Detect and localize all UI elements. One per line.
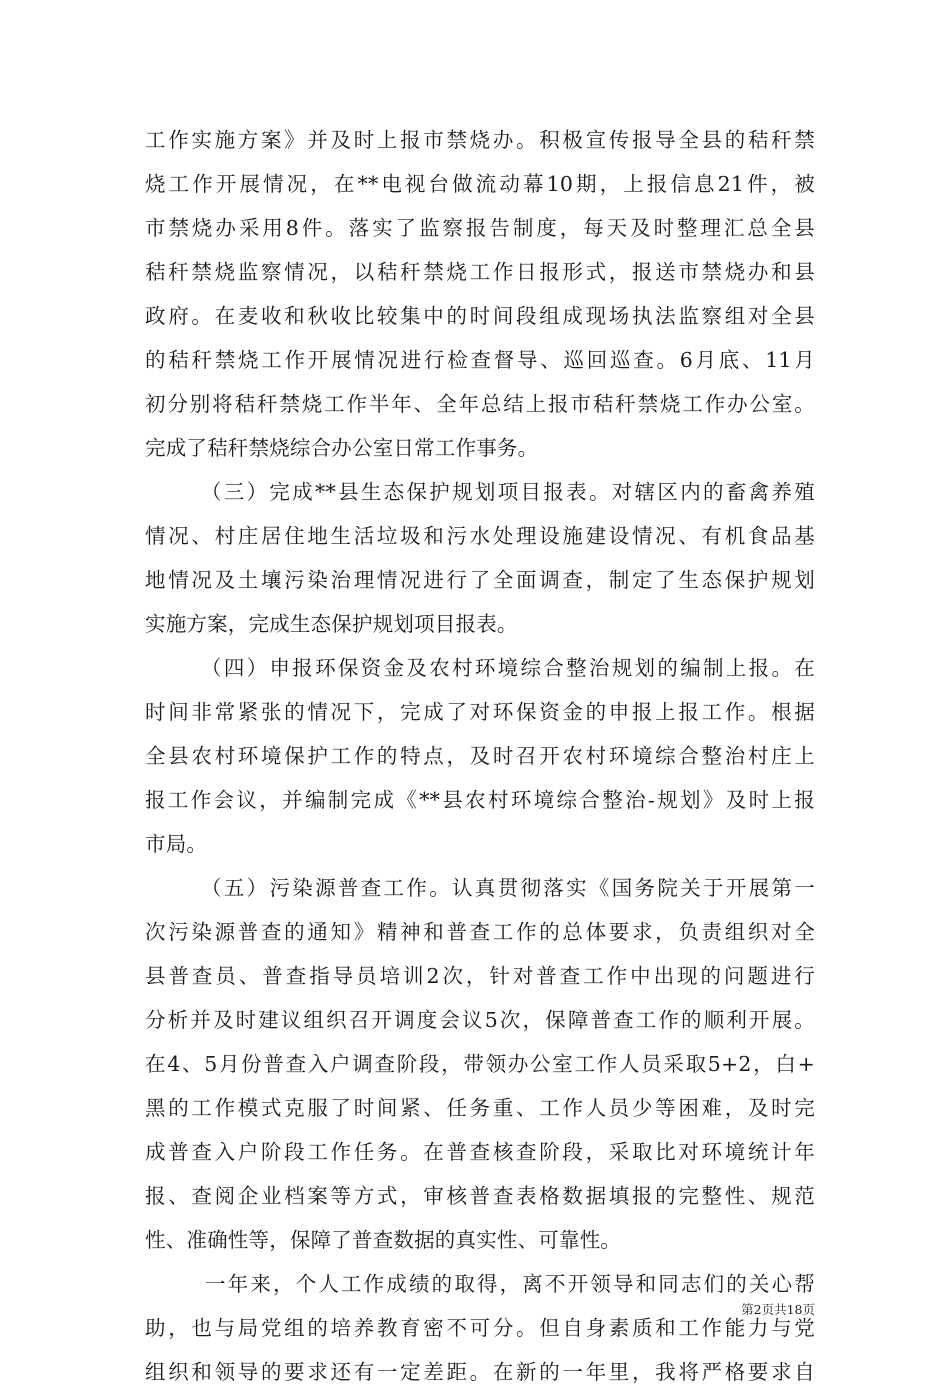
text-line: 一年来，个人工作成绩的取得，离不开领导和同志们的关心帮: [205, 1272, 815, 1296]
text-line: 报工作会议，并编制完成《**县农村环境综合整治-规划》及时上报: [145, 788, 815, 812]
text-line: 县普查员、普查指导员培训2次，针对普查工作中出现的问题进行: [145, 964, 815, 988]
text-line: 分析并及时建议组织召开调度会议5次，保障普查工作的顺利开展。: [145, 1008, 815, 1032]
text-line: 时间非常紧张的情况下，完成了对环保资金的申报上报工作。根据: [145, 700, 815, 724]
text-line: （三）完成**县生态保护规划项目报表。对辖区内的畜禽养殖: [201, 480, 815, 504]
text-line: 在4、5月份普查入户调查阶段，带领办公室工作人员采取5+2，白+: [145, 1052, 815, 1076]
text-line: 的秸秆禁烧工作开展情况进行检查督导、巡回巡查。6月底、11月: [145, 348, 815, 372]
text-line: 地情况及土壤污染治理情况进行了全面调查，制定了生态保护规划: [145, 568, 815, 592]
text-line: 实施方案，完成生态保护规划项目报表。: [145, 612, 518, 636]
text-line: 性、准确性等，保障了普查数据的真实性、可靠性。: [145, 1228, 622, 1252]
text-line: 市禁烧办采用8件。落实了监察报告制度，每天及时整理汇总全县: [145, 216, 815, 240]
text-line: 秸秆禁烧监察情况，以秸秆禁烧工作日报形式，报送市禁烧办和县: [145, 260, 815, 284]
text-line: （四）申报环保资金及农村环境综合整治规划的编制上报。在: [201, 656, 815, 680]
text-line: 次污染源普查的通知》精神和普查工作的总体要求，负责组织对全: [145, 920, 815, 944]
text-line: 组织和领导的要求还有一定差距。在新的一年里，我将严格要求自: [145, 1360, 815, 1384]
text-line: 政府。在麦收和秋收比较集中的时间段组成现场执法监察组对全县: [145, 304, 815, 328]
text-line: 工作实施方案》并及时上报市禁烧办。积极宣传报导全县的秸秆禁: [145, 128, 815, 152]
text-line: 情况、村庄居住地生活垃圾和污水处理设施建设情况、有机食品基: [145, 524, 815, 548]
text-line: 完成了秸秆禁烧综合办公室日常工作事务。: [145, 436, 539, 460]
page-footer: 第2页共18页: [741, 1302, 815, 1317]
text-line: 成普查入户阶段工作任务。在普查核查阶段，采取比对环境统计年: [145, 1140, 815, 1164]
document-body: [145, 118, 815, 1394]
text-line: 助，也与局党组的培养教育密不可分。但自身素质和工作能力与党: [145, 1316, 815, 1340]
text-line: 烧工作开展情况，在**电视台做流动幕10期，上报信息21件，被: [145, 172, 815, 196]
text-line: 初分别将秸秆禁烧工作半年、全年总结上报市秸秆禁烧工作办公室。: [145, 392, 815, 416]
text-line: （五）污染源普查工作。认真贯彻落实《国务院关于开展第一: [201, 876, 815, 900]
text-line: 黑的工作模式克服了时间紧、任务重、工作人员少等困难，及时完: [145, 1096, 815, 1120]
text-line: 市局。: [145, 832, 208, 856]
text-line: 报、查阅企业档案等方式，审核普查表格数据填报的完整性、规范: [145, 1184, 815, 1208]
text-line: 全县农村环境保护工作的特点，及时召开农村环境综合整治村庄上: [145, 744, 815, 768]
